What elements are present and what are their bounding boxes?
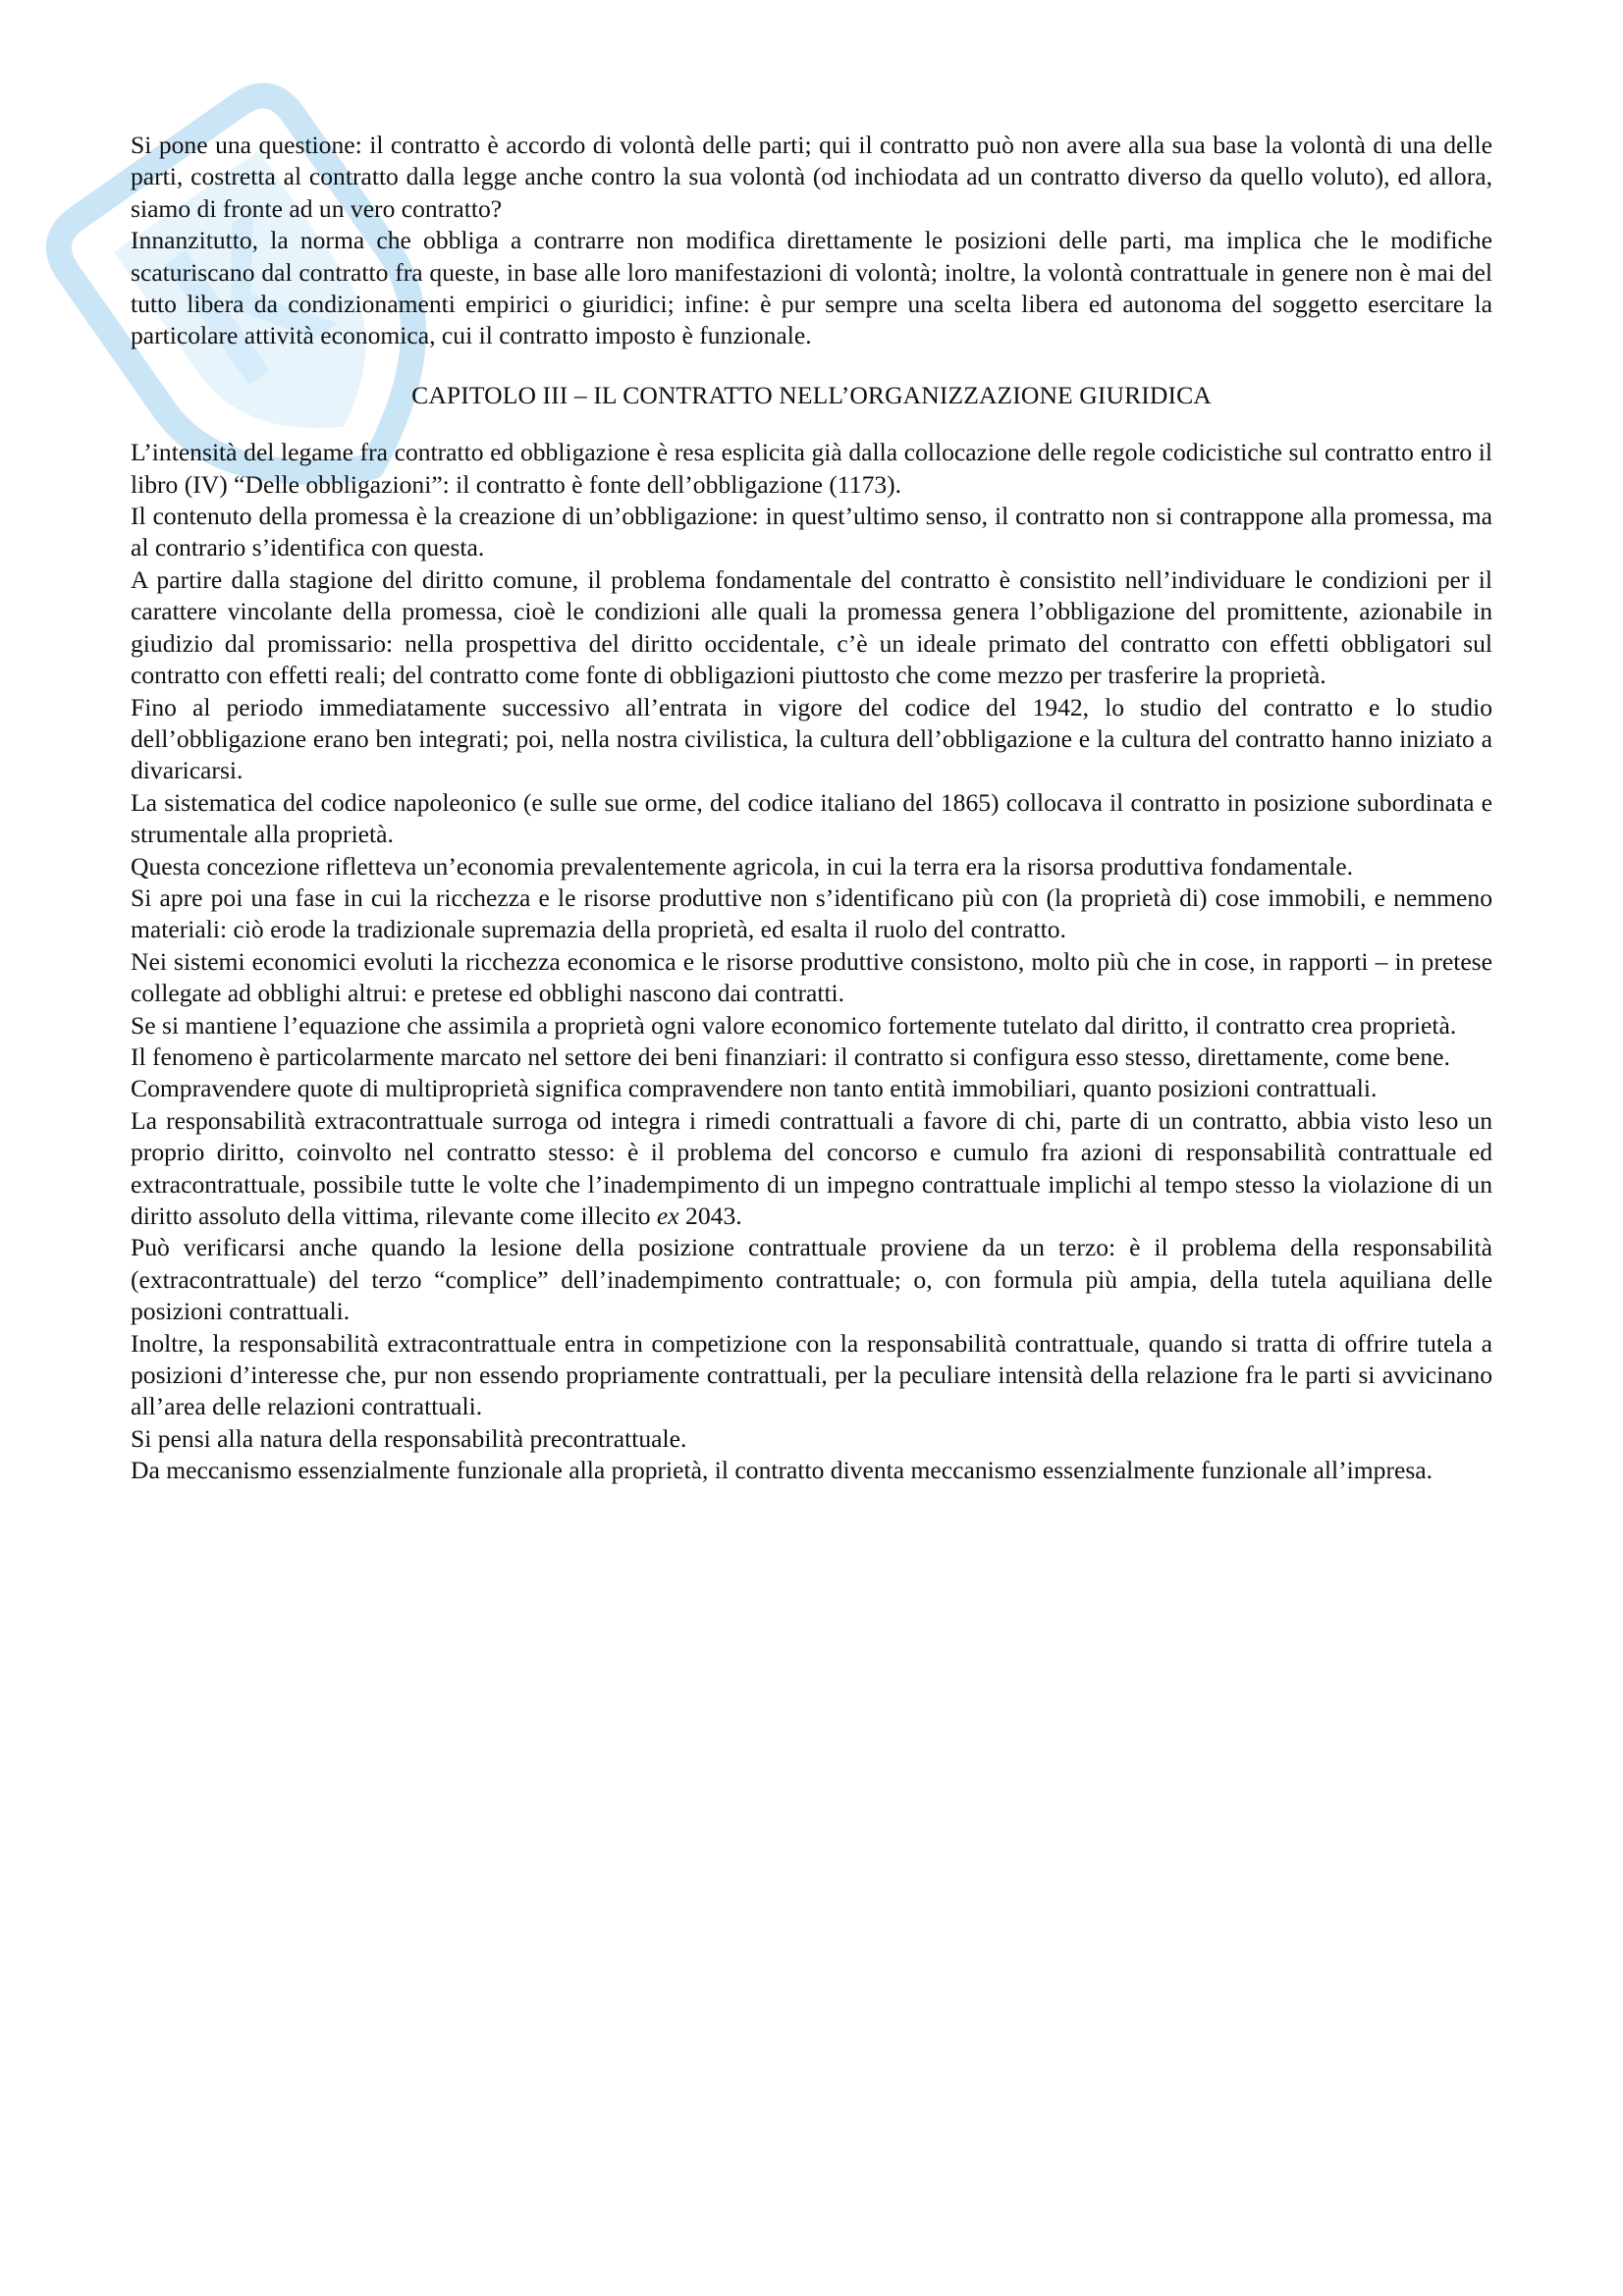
paragraph: Si pensi alla natura della responsabilità precontrattuale.: [131, 1423, 687, 1453]
paragraph: Da meccanismo essenzialmente funzionale alla proprietà, il contratto diventa meccanismo essenzialmente funzionale all’impresa.: [131, 1456, 1434, 1485]
paragraph: Il contenuto della promessa è la creazione di un’obbligazione: in quest’ultimo senso, il contratto non si contrappone alla promessa, ma al contrario s’identifica con questa.: [131, 502, 1492, 562]
paragraph: Nei sistemi economici evoluti la ricchezza economica e le risorse produttive consistono, molto più che in cose, in rapporti – in pretese collegate ad obblighi altrui: e pretese ed obblighi nascono dai contratti.: [131, 946, 1492, 1008]
paragraph: Questa concezione rifletteva un’economia prevalentemente agricola, in cui la terra era la risorsa produttiva fondamentale.: [131, 851, 1353, 881]
paragraph: Il fenomeno è particolarmente marcato nel settore dei beni finanziari: il contratto si configura esso stesso, direttamente, come bene.: [131, 1041, 1450, 1071]
paragraph: La sistematica del codice napoleonico (e sulle sue orme, del codice italiano del 1865) collocava il contratto in posizione subordinata e strumentale alla proprietà.: [131, 787, 1492, 849]
paragraph: Compravendere quote di multiproprietà significa compravendere non tanto entità immobiliari, quanto posizioni contrattuali.: [131, 1074, 1378, 1103]
document-body: [131, 130, 1492, 1487]
italic-term: ex: [656, 1201, 679, 1230]
paragraph-text: La responsabilità extracontrattuale surroga od integra i rimedi contrattuali a favore di chi, parte di un contratto, abbia visto leso un proprio diritto, coinvolto nel contratto stesso: è il problema del concorso e cumulo fra azioni di responsabilità contrattuale ed extracontrattuale, possibile tutte le volte che l’inadempimento di un impegno contrattuale implichi al tempo stesso la violazione di un diritto assoluto della vittima, rilevante come illecito: [131, 1105, 1492, 1230]
paragraph: Innanzitutto, la norma che obbliga a contrarre non modifica direttamente le posizioni delle parti, ma implica che le modifiche scaturiscano dal contratto fra queste, in base alle loro manifestazioni di volontà; inoltre, la volontà contrattuale in genere non è mai del tutto libera da condizionamenti empirici o giuridici; infine: è pur sempre una scelta libera ed autonoma del soggetto esercitare la particolare attività economica, cui il contratto imposto è funzionale.: [131, 226, 1492, 350]
paragraph: Si pone una questione: il contratto è accordo di volontà delle parti; qui il contratto può non avere alla sua base la volontà di una delle parti, costretta al contratto dalla legge anche contro la sua volontà (od inchiodata ad un contratto diverso da quello voluto), ed allora, siamo di fronte ad un vero contratto?: [131, 131, 1492, 223]
paragraph: Può verificarsi anche quando la lesione della posizione contrattuale proviene da un terzo: è il problema della responsabilità (extracontrattuale) del terzo “complice” dell’inadempimento contrattuale; o, con formula più ampia, della tutela aquiliana delle posizioni contrattuali.: [131, 1233, 1492, 1326]
paragraph: L’intensità del legame fra contratto ed obbligazione è resa esplicita già dalla collocazione delle regole codicistiche sul contratto entro il libro (IV) “Delle obbligazioni”: il contratto è fonte dell’obbligazione (1173).: [131, 438, 1492, 499]
paragraph-ex-2043: [131, 1105, 1492, 1233]
paragraph: Fino al periodo immediatamente successivo all’entrata in vigore del codice del 1942, lo studio del contratto e lo studio dell’obbligazione erano ben integrati; poi, nella nostra civilistica, la cultura dell’obbligazione e la cultura del contratto hanno iniziato a divaricarsi.: [131, 692, 1492, 785]
chapter-heading: CAPITOLO III – IL CONTRATTO NELL’ORGANIZZAZIONE GIURIDICA: [411, 380, 1212, 409]
paragraph: Inoltre, la responsabilità extracontrattuale entra in competizione con la responsabilità contrattuale, quando si tratta di offrire tutela a posizioni d’interesse che, pur non essendo propriamente contrattuali, per la peculiare intensità della relazione fra le parti si avvicinano all’area delle relazioni contrattuali.: [131, 1328, 1492, 1421]
paragraph: A partire dalla stagione del diritto comune, il problema fondamentale del contratto è consistito nell’individuare le condizioni per il carattere vincolante della promessa, cioè le condizioni alle quali la promessa genera l’obbligazione del promittente, azionabile in giudizio dal promissario: nella prospettiva del diritto occidentale, c’è un ideale primato del contratto con effetti obbligatori sul contratto con effetti reali; del contratto come fonte di obbligazioni piuttosto che come mezzo per trasferire la proprietà.: [131, 564, 1492, 690]
paragraph-text: 2043.: [678, 1201, 742, 1230]
paragraph: Si apre poi una fase in cui la ricchezza e le risorse produttive non s’identificano più con (la proprietà di) cose immobili, e nemmeno materiali: ciò erode la tradizionale supremazia della proprietà, ed esalta il ruolo del contratto.: [131, 882, 1492, 944]
paragraph: Se si mantiene l’equazione che assimila a proprietà ogni valore economico fortemente tutelato dal diritto, il contratto crea proprietà.: [131, 1010, 1457, 1040]
